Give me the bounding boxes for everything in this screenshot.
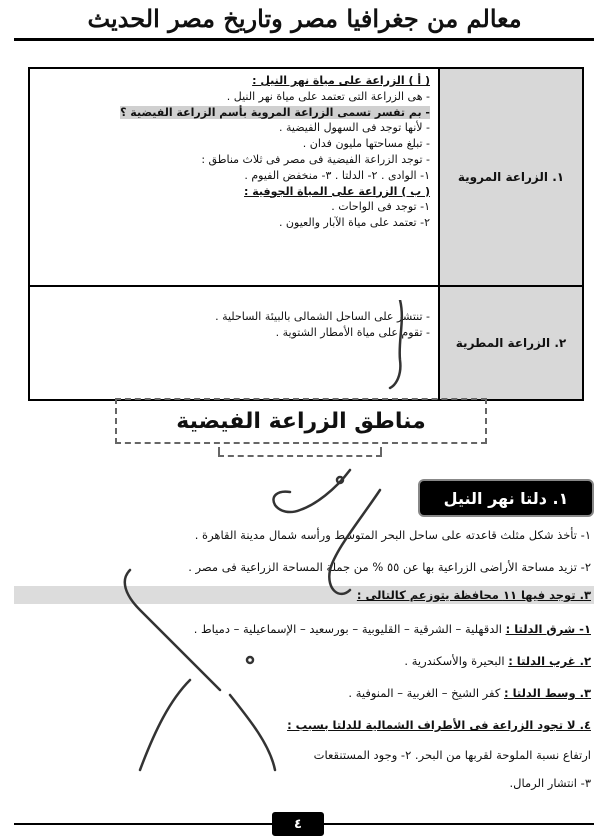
sub-heading-groundwater: ( ب ) الزراعة على المياة الجوفية : [244, 184, 430, 198]
list-item: ٢- تعتمد على مياة الآبار والعيون . [278, 216, 430, 230]
table-row [29, 286, 583, 400]
paragraph-heading: ٣. توجد فيها ١١ محافظة يتوزعم كالتالى : [356, 588, 591, 602]
east-delta-text: الدقهلية – الشرقية – القليوبية – بورسعيد – الإسماعيلية – دمياط . [193, 622, 502, 636]
list-item: - لأنها توجد فى السهول الفيضية . [279, 121, 430, 135]
irrigated-content [29, 68, 439, 286]
rainfed-content [29, 286, 439, 400]
rainfed-label: ٢. الزراعة المطرية [439, 286, 583, 400]
paragraph-heading: ٤. لا تجود الزراعة فى الأطراف الشمالية للدلتا بسبب : [287, 718, 591, 732]
irrigated-label: ١. الزراعة المروية [439, 68, 583, 286]
list-item: - هى الزراعة التى تعتمد على مياة نهر النيل . [226, 89, 430, 103]
west-delta-text: البحيرة والأسكندرية . [404, 654, 505, 668]
list-item: ١- الوادى . ٢- الدلتا . ٣- منخفض الفيوم . [244, 168, 430, 182]
paragraph: ١- تأخذ شكل مثلث قاعدته على ساحل البحر المتوسط ورأسه شمال مدينة القاهرة . [194, 528, 591, 542]
question-highlight: - بم تفسر تسمى الزراعة المروية بأسم الزراعة الفيضية ؟ [120, 105, 430, 119]
page-title: معالم من جغرافيا مصر وتاريخ مصر الحديث [87, 4, 522, 33]
list-item: ارتفاع نسبة الملوحة لقربها من البحر. ٢- وجود المستنقعات [313, 748, 591, 762]
mid-delta-label: ٣. وسط الدلتا : [503, 686, 591, 700]
list-item: - تبلغ مساحتها مليون فدان . [302, 137, 430, 151]
list-item: - تقوم على مياة الأمطار الشتوية . [275, 325, 430, 339]
list-item: ٣- انتشار الرمال. [509, 776, 591, 790]
list-item: ١- توجد فى الواحات . [331, 200, 430, 214]
table-row [29, 68, 583, 286]
list-item: - تنتشر على الساحل الشمالى بالبيئة الساحلية . [215, 310, 430, 323]
east-delta-label: ١- شرق الدلتا : [505, 622, 591, 636]
list-item [404, 654, 591, 668]
list-item [348, 686, 591, 700]
paragraph: ٢- تزيد مساحة الأراضى الزراعية بها عن ٥٥ % من جملة المساحة الزراعية فى مصر . [188, 560, 591, 574]
sub-heading-nile: ( أ ) الزراعة على مياة نهر النيل : [252, 74, 430, 87]
agriculture-table [28, 67, 584, 401]
mid-delta-text: كفر الشيخ – الغربية – المنوفية . [348, 686, 501, 700]
list-item [194, 622, 591, 636]
section-banner: مناطق الزراعة الفيضية [115, 398, 487, 444]
page-number: ٤ [272, 812, 324, 836]
banner-notch [218, 447, 382, 457]
title-underline [14, 38, 594, 41]
list-item: - توجد الزراعة الفيضية فى مصر فى ثلاث مناطق : [201, 152, 430, 166]
west-delta-label: ٢. غرب الدلتا : [508, 654, 591, 668]
section-heading: ١. دلتا نهر النيل [418, 479, 594, 517]
